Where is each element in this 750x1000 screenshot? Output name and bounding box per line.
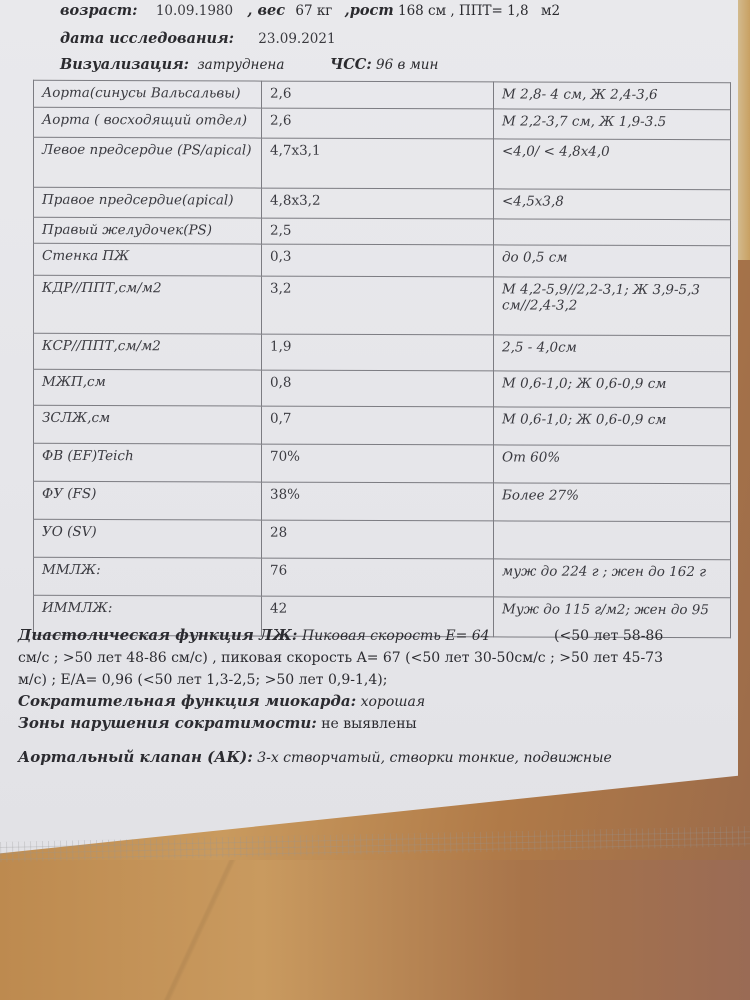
param-cell: КСР//ППТ,см/м2: [34, 333, 262, 370]
param-cell: ЗСЛЖ,см: [34, 405, 262, 444]
reference-cell: [494, 219, 731, 246]
table-row: [34, 80, 731, 109]
param-cell: ФУ (FS): [34, 481, 262, 520]
reference-cell: М 0,6-1,0; Ж 0,6-0,9 см: [494, 371, 731, 408]
param-cell: Стенка ПЖ: [34, 243, 262, 276]
param-cell: ММЛЖ:: [34, 557, 262, 596]
age-label: возраст:: [60, 2, 138, 19]
param-cell: ФВ (EF)Teich: [34, 443, 262, 482]
zones-label: Зоны нарушения сократимости:: [18, 714, 317, 732]
table-row: [34, 519, 731, 559]
heart-rate-value: 96 в мин: [375, 57, 439, 73]
table-row: [34, 107, 731, 139]
reference-cell: [494, 521, 731, 560]
param-cell: Правый желудочек(PS): [34, 217, 262, 244]
table-row: [34, 275, 731, 335]
value-cell: 2,6: [262, 81, 494, 109]
visualization-line: [60, 56, 284, 73]
table-row: [34, 443, 731, 483]
contractile-function-line: [18, 690, 748, 713]
table-row: [34, 217, 731, 245]
height-label: ,рост: [344, 2, 394, 19]
diastolic-line-2: см/с ; >50 лет 48-86 см/с) , пиковая скорость A= 67 (<50 лет 30-50см/с ; >50 лет 45-73: [18, 650, 663, 666]
value-cell: 42: [262, 596, 494, 637]
wooden-surface: [0, 860, 750, 1000]
reference-cell: 2,5 - 4,0см: [494, 335, 731, 372]
param-cell: УО (SV): [34, 519, 262, 558]
table-row: [34, 187, 731, 219]
param-cell: КДР//ППТ,см/м2: [34, 275, 262, 334]
bsa-value: 1,8: [507, 3, 529, 19]
value-cell: 3,2: [262, 276, 494, 335]
value-cell: 4,8х3,2: [262, 188, 494, 219]
diastolic-line-3: м/с) ; E/A= 0,96 (<50 лет 1,3-2,5; >50 лет 0,9-1,4);: [18, 672, 388, 688]
visualization-value: затруднена: [197, 57, 285, 73]
table-row: [34, 481, 731, 521]
weight-label: , вес: [247, 2, 286, 19]
table-row: [34, 557, 731, 597]
value-cell: 0,7: [262, 406, 494, 445]
param-cell: Аорта ( восходящий отдел): [34, 107, 262, 138]
weight-value: 67 кг: [295, 3, 333, 19]
reference-cell: М 4,2-5,9//2,2-3,1; Ж 3,9-5,3 см//2,4-3,2: [494, 277, 731, 336]
table-row: [34, 405, 731, 445]
value-cell: 28: [262, 520, 494, 559]
heart-rate-line: [330, 56, 438, 73]
value-cell: 0,3: [262, 244, 494, 277]
height-value: 168 см: [398, 3, 447, 19]
diastolic-e-reference: (<50 лет 58-86: [554, 628, 664, 644]
reference-cell: От 60%: [494, 445, 731, 484]
value-cell: 1,9: [262, 334, 494, 371]
reference-cell: <4,5х3,8: [494, 189, 731, 220]
contractile-label: Сократительная функция миокарда:: [18, 692, 357, 710]
bsa-label: , ППТ=: [450, 3, 503, 19]
exam-date-label: дата исследования:: [60, 30, 234, 47]
param-cell: Правое предсердие(apical): [34, 187, 262, 218]
reference-cell: Более 27%: [494, 483, 731, 522]
value-cell: 76: [262, 558, 494, 597]
reference-cell: М 2,8- 4 см, Ж 2,4-3,6: [494, 82, 731, 110]
param-cell: Левое предсердие (PS/apical): [34, 137, 262, 188]
aortic-valve-value: 3-х створчатый, створки тонкие, подвижные: [257, 750, 612, 766]
reference-cell: до 0,5 см: [494, 245, 731, 278]
diastolic-line-1: [18, 624, 748, 647]
contractility-zones-line: [18, 712, 748, 735]
exam-date-line: [60, 30, 336, 47]
aortic-valve-line: [18, 746, 748, 769]
echo-measurements-table: [33, 80, 731, 638]
reference-cell: Муж до 115 г/м2; жен до 95: [494, 597, 731, 638]
param-cell: Аорта(синусы Вальсальвы): [34, 80, 262, 108]
patient-info-line: [60, 2, 560, 19]
value-cell: 70%: [262, 444, 494, 483]
visualization-label: Визуализация:: [60, 56, 190, 73]
birth-date: 10.09.1980: [155, 3, 234, 19]
reference-cell: муж до 224 г ; жен до 162 г: [494, 559, 731, 598]
contractile-value: хорошая: [360, 694, 426, 710]
aortic-valve-label: Аортальный клапан (АК):: [18, 748, 253, 766]
value-cell: 2,5: [262, 218, 494, 245]
bsa-unit: м2: [540, 3, 561, 19]
diastolic-e-velocity: Пиковая скорость E= 64: [301, 628, 490, 644]
reference-cell: М 2,2-3,7 см, Ж 1,9-3.5: [494, 109, 731, 140]
diastolic-label: Диастолическая функция ЛЖ:: [18, 626, 298, 644]
value-cell: 0,8: [262, 370, 494, 407]
value-cell: 38%: [262, 482, 494, 521]
zones-value: не выявлены: [321, 716, 417, 732]
reference-cell: М 0,6-1,0; Ж 0,6-0,9 см: [494, 407, 731, 446]
exam-date: 23.09.2021: [258, 31, 336, 47]
table-row: [34, 333, 731, 371]
table-row: [34, 369, 731, 407]
diastolic-function-paragraph: [18, 624, 748, 691]
value-cell: 2,6: [262, 108, 494, 139]
heart-rate-label: ЧСС:: [330, 56, 372, 73]
table-row: [34, 243, 731, 277]
param-cell: ИММЛЖ:: [34, 595, 262, 636]
table-row: [34, 137, 731, 189]
value-cell: 4,7х3,1: [262, 138, 494, 189]
reference-cell: <4,0/ < 4,8х4,0: [494, 139, 731, 190]
param-cell: МЖП,см: [34, 369, 262, 406]
